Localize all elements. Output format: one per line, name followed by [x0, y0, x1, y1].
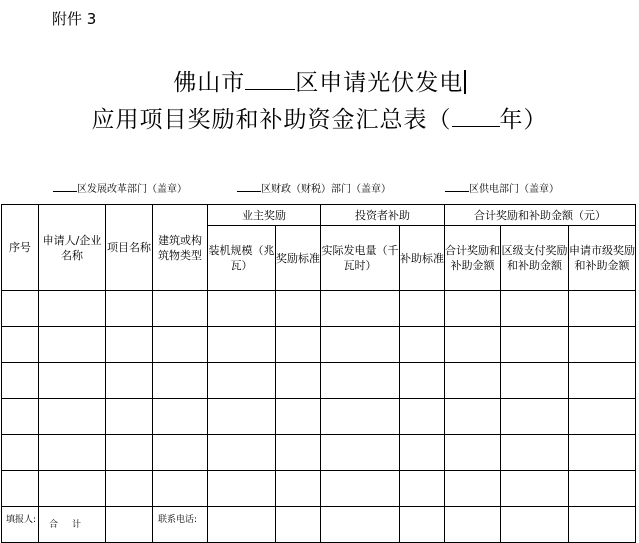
table-cell[interactable]: [39, 435, 106, 471]
table-cell[interactable]: [106, 435, 153, 471]
seal-blank: [237, 180, 261, 192]
table-row: [2, 363, 636, 399]
table-cell[interactable]: [39, 327, 106, 363]
table-cell[interactable]: [321, 327, 400, 363]
table-cell[interactable]: [39, 471, 106, 507]
seal-label: 区供电部门（盖章）: [469, 184, 559, 195]
title-line-1: [0, 64, 639, 97]
table-cell: [106, 507, 153, 543]
table-cell[interactable]: [106, 471, 153, 507]
table-cell[interactable]: [445, 435, 501, 471]
table-cell[interactable]: [2, 471, 39, 507]
summary-table: [1, 204, 636, 543]
table-cell[interactable]: [153, 291, 208, 327]
table-cell[interactable]: [445, 327, 501, 363]
header-total-amount: 合计奖励和补助金额: [445, 226, 501, 291]
table-cell[interactable]: [153, 471, 208, 507]
table-cell[interactable]: [208, 399, 276, 435]
district-blank: [245, 69, 295, 90]
seal-label: 区财政（财税）部门（盖章）: [261, 184, 391, 195]
table-cell[interactable]: [501, 291, 569, 327]
text-caret: [464, 70, 466, 94]
table-cell[interactable]: [276, 363, 321, 399]
table-cell[interactable]: [153, 399, 208, 435]
header-investor-subsidy: 投资者补助: [321, 205, 445, 226]
title-line-2: [0, 101, 639, 134]
table-cell[interactable]: [153, 363, 208, 399]
seal-power: [445, 180, 559, 195]
title-line2-prefix: 应用项目奖励和补助资金汇总表（: [91, 107, 452, 133]
table-cell[interactable]: [569, 291, 636, 327]
table-cell[interactable]: [2, 435, 39, 471]
table-cell[interactable]: [569, 471, 636, 507]
table-cell[interactable]: [106, 399, 153, 435]
table-cell[interactable]: [400, 327, 445, 363]
table-row: [2, 327, 636, 363]
table-cell: [208, 507, 276, 543]
table-cell: [321, 507, 400, 543]
filler-label: 填报人:: [6, 515, 37, 525]
table-cell[interactable]: [39, 363, 106, 399]
header-capacity: 装机规模（兆瓦）: [208, 226, 276, 291]
table-cell: [276, 507, 321, 543]
table-cell[interactable]: [2, 327, 39, 363]
table-cell[interactable]: [2, 399, 39, 435]
table-cell[interactable]: [2, 291, 39, 327]
table-cell[interactable]: [321, 363, 400, 399]
attachment-label: 附件 3: [52, 10, 97, 28]
title-prefix: 佛山市: [173, 70, 246, 96]
table-row: [2, 291, 636, 327]
phone-label: 联系电话:: [158, 515, 198, 525]
header-generation: 实际发电量（千瓦时）: [321, 226, 400, 291]
table-cell[interactable]: [106, 291, 153, 327]
header-district-paid: 区级支付奖励和补助金额: [501, 226, 569, 291]
table-cell[interactable]: [569, 399, 636, 435]
table-cell[interactable]: [153, 327, 208, 363]
total-row: [2, 507, 636, 543]
table-cell[interactable]: [276, 291, 321, 327]
table-cell[interactable]: [39, 291, 106, 327]
table-cell[interactable]: [400, 471, 445, 507]
table-cell: [400, 507, 445, 543]
table-cell[interactable]: [445, 399, 501, 435]
header-owner-reward: 业主奖励: [208, 205, 321, 226]
table-row: [2, 399, 636, 435]
seal-blank: [445, 180, 469, 192]
table-row: [2, 435, 636, 471]
table-body: [2, 291, 636, 507]
seal-label: 区发展改革部门（盖章）: [77, 184, 187, 195]
header-city-requested: 申请市级奖励和补助金额: [569, 226, 636, 291]
table-cell[interactable]: [501, 435, 569, 471]
table-cell: [501, 507, 569, 543]
table-cell[interactable]: [321, 399, 400, 435]
table-cell: [445, 507, 501, 543]
table-cell[interactable]: [321, 471, 400, 507]
table-cell[interactable]: [445, 291, 501, 327]
table-cell[interactable]: [153, 435, 208, 471]
table-cell[interactable]: [400, 363, 445, 399]
header-applicant: 申请人/企业名称: [39, 205, 106, 291]
header-total-amount-group: 合计奖励和补助金额（元）: [445, 205, 636, 226]
table-cell[interactable]: [276, 435, 321, 471]
table-cell[interactable]: [501, 327, 569, 363]
header-owner-rate: 奖励标准: [276, 226, 321, 291]
table-cell[interactable]: [501, 363, 569, 399]
table-cell[interactable]: [569, 363, 636, 399]
total-label: 合计: [39, 507, 106, 543]
table-cell[interactable]: [2, 363, 39, 399]
table-cell[interactable]: [208, 471, 276, 507]
table-cell[interactable]: [445, 363, 501, 399]
table-cell[interactable]: [106, 363, 153, 399]
seal-finance: [237, 180, 391, 195]
title-line2-suffix: 年）: [499, 107, 548, 133]
table-cell[interactable]: [276, 327, 321, 363]
table-cell[interactable]: [208, 363, 276, 399]
header-building-type: 建筑或构筑物类型: [153, 205, 208, 291]
table-cell[interactable]: [106, 327, 153, 363]
header-investor-rate: 补助标准: [400, 226, 445, 291]
table-cell[interactable]: [569, 327, 636, 363]
seal-development: [53, 180, 187, 195]
header-seq: 序号: [2, 205, 39, 291]
table-cell[interactable]: [321, 435, 400, 471]
table-cell: [569, 507, 636, 543]
title-suffix: 区申请光伏发电: [295, 70, 464, 96]
table-cell[interactable]: [276, 471, 321, 507]
table-cell[interactable]: [321, 291, 400, 327]
table-cell[interactable]: [208, 435, 276, 471]
table-cell[interactable]: [39, 399, 106, 435]
table-cell[interactable]: [501, 399, 569, 435]
year-blank: [452, 106, 500, 127]
table-cell[interactable]: [208, 291, 276, 327]
table-cell[interactable]: [276, 399, 321, 435]
header-project: 项目名称: [106, 205, 153, 291]
table-row: [2, 471, 636, 507]
seal-blank: [53, 180, 77, 192]
table-cell[interactable]: [400, 435, 445, 471]
table-cell[interactable]: [400, 291, 445, 327]
table-cell[interactable]: [569, 435, 636, 471]
table-cell[interactable]: [445, 471, 501, 507]
table-cell[interactable]: [400, 399, 445, 435]
table-cell[interactable]: [208, 327, 276, 363]
table-cell[interactable]: [501, 471, 569, 507]
